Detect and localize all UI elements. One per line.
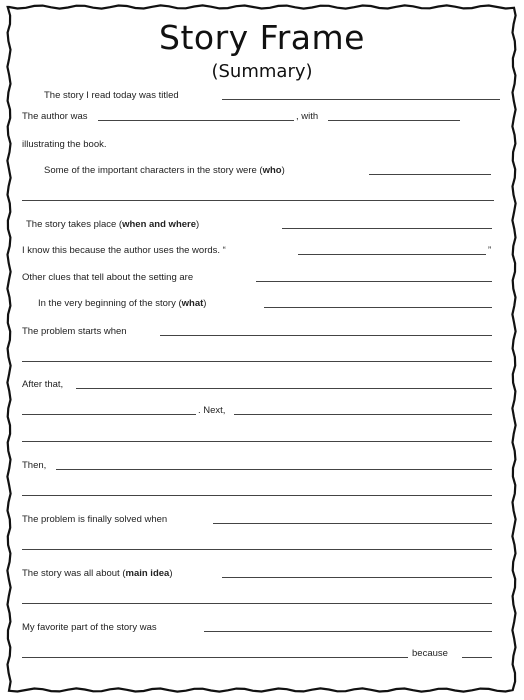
prompt-after-that: After that,	[22, 379, 64, 390]
answer-line-characters-2[interactable]	[22, 200, 494, 201]
answer-line-story-title[interactable]	[222, 99, 500, 100]
prompt-beginning: In the very beginning of the story (what)	[38, 298, 207, 309]
answer-line-favorite[interactable]	[204, 631, 492, 632]
worksheet-subtitle: (Summary)	[211, 61, 313, 82]
answer-line-after-that-2[interactable]	[22, 414, 196, 415]
prompt-with: , with	[296, 111, 319, 122]
answer-line-then[interactable]	[56, 469, 492, 470]
answer-line-after-that[interactable]	[76, 388, 492, 389]
answer-line-next-2[interactable]	[22, 441, 492, 442]
prompt-characters: Some of the important characters in the story were (who)	[44, 165, 285, 176]
answer-line-main-idea[interactable]	[222, 577, 492, 578]
answer-line-problem-2[interactable]	[22, 361, 492, 362]
answer-line-author[interactable]	[98, 120, 294, 121]
answer-line-because[interactable]	[462, 657, 492, 658]
answer-line-characters[interactable]	[369, 174, 491, 175]
prompt-author-words: I know this because the author uses the words. “	[22, 245, 226, 256]
answer-line-illustrator[interactable]	[328, 120, 460, 121]
prompt-setting-clues: Other clues that tell about the setting are	[22, 272, 194, 283]
worksheet-title: Story Frame	[159, 18, 365, 57]
answer-line-setting[interactable]	[282, 228, 492, 229]
answer-line-next[interactable]	[234, 414, 492, 415]
prompt-author: The author was	[22, 111, 88, 122]
prompt-story-title: The story I read today was titled	[44, 90, 179, 101]
answer-line-then-2[interactable]	[22, 495, 492, 496]
prompt-problem: The problem starts when	[22, 326, 127, 337]
answer-line-setting-clues[interactable]	[256, 281, 492, 282]
answer-line-solved[interactable]	[213, 523, 492, 524]
answer-line-beginning[interactable]	[264, 307, 492, 308]
answer-line-problem[interactable]	[160, 335, 492, 336]
answer-line-author-words[interactable]	[298, 254, 486, 255]
prompt-setting: The story takes place (when and where)	[26, 219, 200, 230]
prompt-then: Then,	[22, 460, 47, 471]
prompt-solved: The problem is finally solved when	[22, 514, 168, 525]
answer-line-favorite-2[interactable]	[22, 657, 408, 658]
close-quote: ”	[488, 245, 492, 256]
answer-line-main-idea-2[interactable]	[22, 603, 492, 604]
prompt-illustrating: illustrating the book.	[22, 139, 107, 150]
answer-line-solved-2[interactable]	[22, 549, 492, 550]
prompt-main-idea: The story was all about (main idea)	[22, 568, 173, 579]
prompt-because: because	[412, 648, 448, 659]
prompt-next: . Next,	[198, 405, 226, 416]
prompt-favorite: My favorite part of the story was	[22, 622, 157, 633]
